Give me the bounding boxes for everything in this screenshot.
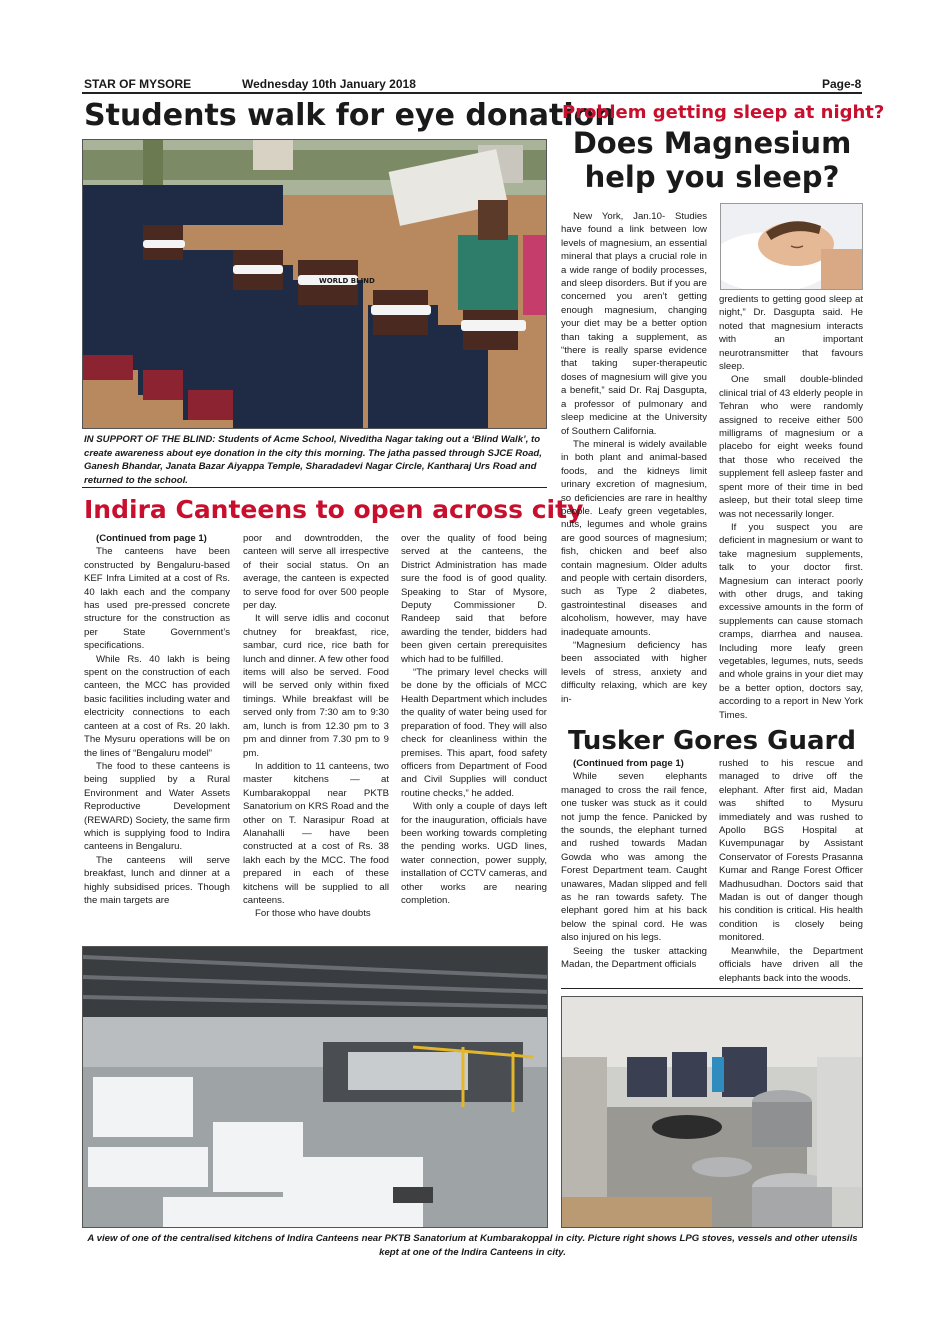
magnesium-paragraph: “Magnesium deficiency has been associated with higher levels of stress, anxiety and difficulty relaxing, which are key in- (561, 640, 707, 705)
magnesium-column-1 (561, 210, 707, 706)
tusker-column-2 (719, 757, 863, 985)
magnesium-paragraph: gredients to getting good sleep at night,” Dr. Dasgupta said. He noted that magnesium interacts with an important neurotransmitter that favours sleep. (719, 294, 863, 373)
tusker-paragraph: rushed to his rescue and managed to drive off the elephant. After first aid, Madan was shifted to Mysuru immediately and was rushed to Apollo BGS Hospital at Kuvempunagar by Assistant Conservator of Forests Prasanna Kumar and Range Forest Officer Madhusudhan. Doctors said that Madan is out of danger though his condition is critical. His health condition is closely being monitored. (719, 758, 863, 944)
tusker-rule (561, 988, 863, 989)
canteens-paragraph: poor and downtrodden, the canteen will serve all irrespective of their social status. On an average, the canteen is expected to serve food for over 500 people per day. (243, 533, 389, 612)
canteens-paragraph: For those who have doubts (255, 908, 371, 920)
sleeping-man-art (721, 204, 863, 290)
canteens-paragraph: The food to these canteens is being supplied by a Rural Environment and Water Assets Reproductive Development (REWARD) Society, the same firm which is supplying food to Indira canteens in Bengaluru. (84, 760, 230, 853)
canteens-paragraph: While Rs. 40 lakh is being spent on the construction of each canteen, the MCC has provided basic facilities including water and electricity connections to each canteen at a cost of Rs. 20 lakh. The Mysuru operations will be on the lines of “Bengaluru model” (84, 653, 230, 759)
magnesium-kicker: Problem getting sleep at night? (562, 102, 885, 123)
tusker-paragraph: Meanwhile, the Department officials have driven all the elephants back into the woods. (719, 945, 863, 984)
magnesium-paragraph: New York, Jan.10- Studies have found a link between low levels of magnesium, an essential mineral that plays a crucial role in a wide range of bodily processes, and sleep disorders. But if you are concerned you aren’t getting enough magnesium, changing your diet may be a better option than taking a supplement, as “there is really sparse evidence that taking super-therapeutic doses of magnesium will give you a benefit,” said Dr. Raj Dasgupta, a professor of pulmonary and sleep medicine at the University of Southern California. (561, 211, 707, 437)
page-number: Page-8 (822, 77, 862, 91)
canteens-paragraph: over the quality of food being served at the canteens, the District Administration has made sure the food is of good quality. Speaking to Star of Mysore, Deputy Commissioner D. Randeep said that before awarding the tender, bidders had been given certain prerequisites which had to be fulfilled. (401, 533, 547, 665)
canteens-column-1 (84, 532, 230, 907)
canteens-column-2 (243, 532, 389, 921)
canteens-paragraph: The canteens have been constructed by Bengaluru-based KEF Infra Limited at a cost of Rs. 40 lakh each and the company has used pre-pressed concrete structure for the construction as per State Government’s specifications. (84, 546, 230, 652)
canteens-paragraph: In addition to 11 canteens, two master kitchens — at Kumbarakoppal near PKTB Sanatorium on KRS Road and the other on T. Narasipur Road at Alanahalli — have been constructed at a cost of Rs. 38 lakh each by the MCC. The food prepared in each of these kitchens will be supplied to all canteens. (243, 760, 389, 906)
magnesium-paragraph: One small double-blinded clinical trial of 43 elderly people in Tehran who were randomly assigned to receive either 500 milligrams of magnesium or a placebo for eight weeks found that those who received the supplement fell asleep faster and spent more of their time in bed asleep, but their total sleep time was not necessarily longer. (719, 374, 863, 520)
canteens-paragraph: “The primary level checks will be done by the officials of MCC Health Department which includes the quality of water being used for preparation of food. They will also check for cleanliness within the premises. This apart, food safety officers from Department of Food and Civil Supplies will conduct routine checks,” he added. (401, 667, 547, 799)
canteens-column-3 (401, 532, 547, 907)
blindfold-text: WORLD BLIND (319, 277, 375, 285)
blind-walk-caption: IN SUPPORT OF THE BLIND: Students of Acme School, Niveditha Nagar taking out a ‘Blind Walk’, to create awareness about eye donation in the city this morning. The jatha passed through SJCE Road, Ganesh Bhandar, Janata Bazar Aiyappa Temple, Sharadadevi Nagar Circle, Kantharaj Urs Road and returned to the school. (84, 434, 542, 486)
blind-walk-headline: Students walk for eye donation (84, 98, 616, 133)
tusker-column-1 (561, 757, 707, 972)
continued-note: (Continued from page 1) (96, 533, 207, 544)
canteens-paragraph: The canteens will serve breakfast, lunch and dinner at a highly subsidised prices. Though the main targets are (84, 854, 230, 906)
tusker-paragraph: Seeing the tusker attacking Madan, the Department officials (561, 945, 707, 971)
masthead: STAR OF MYSORE (84, 77, 192, 91)
magnesium-headline-2: help you sleep? (584, 160, 840, 194)
kitchen-caption: A view of one of the centralised kitchens of Indira Canteens near PKTB Sanatorium at Kumbarakoppal in city. Picture right shows LPG stoves, vessels and other utensils kept at one of the Indira Canteens in city. (87, 1233, 858, 1258)
canteens-paragraph: With only a couple of days left for the inauguration, officials have been working towards completing the pending works. UGD lines, water connection, power supply, installation of CCTV cameras, and other works are nearing completion. (401, 801, 547, 906)
magnesium-column-2 (719, 293, 863, 722)
utensils-photo (561, 996, 863, 1228)
canteens-paragraph: It will serve idlis and coconut chutney for breakfast, rice, sambar, curd rice, rice bath for lunch and dinner. A few other food items will also be served. Food will be served only within fixed timings. While breakfast will be served only from 7:30 am to 9:30 am, lunch is from 12.30 pm to 3 pm and dinner from 7.30 pm to 9 pm. (243, 613, 389, 759)
tusker-headline: Tusker Gores Guard (568, 726, 856, 756)
header-rule (82, 92, 862, 94)
tusker-paragraph: While seven elephants managed to cross the rail fence, one tusker was stuck as it could not jump the fence. Panicked by the sounds, the elephant turned and rushed towards Madan Gowda who was among the Forest Department team. Caught unawares, Madan slipped and fell as he ran towards safety. The elephant gored him at his back below the spinal cord. He was also injured on his legs. (561, 771, 707, 944)
magnesium-headline-1: Does Magnesium (572, 126, 852, 160)
canteens-headline: Indira Canteens to open across city (84, 495, 584, 524)
blind-walk-photo-art (83, 140, 547, 429)
sleeping-man-photo (720, 203, 863, 290)
issue-date: Wednesday 10th January 2018 (242, 77, 416, 91)
continued-note: (Continued from page 1) (573, 758, 684, 769)
blind-walk-rule (82, 487, 547, 488)
blind-walk-photo (82, 139, 547, 429)
magnesium-paragraph: If you suspect you are deficient in magnesium or want to take magnesium supplements, talk to your doctor first. Magnesium can interact poorly with other drugs, and taking excessive amounts in the form of supplements can cause stomach cramps, diarrhea and nausea. Including more leafy green vegetables, legumes, nuts, seeds and whole grains in your diet may be a better option, doctors say, according to a report in New York Times. (719, 521, 863, 721)
magnesium-paragraph: The mineral is widely available in both plant and animal-based foods, and the kidneys limit urinary excretion of magnesium, so deficiencies are rare in healthy people. Leafy green vegetables, nuts, legumes and whole grains are good sources of magnesium; fish, chicken and beef also contain magnesium. Older adults and people with certain disorders, such as Type 2 diabetes, gastrointestinal diseases and alcoholism, however, may have inadequate amounts. (561, 438, 707, 638)
utensils-photo-art (562, 997, 863, 1228)
kitchen-photo (82, 946, 548, 1228)
kitchen-photo-art (83, 947, 548, 1228)
